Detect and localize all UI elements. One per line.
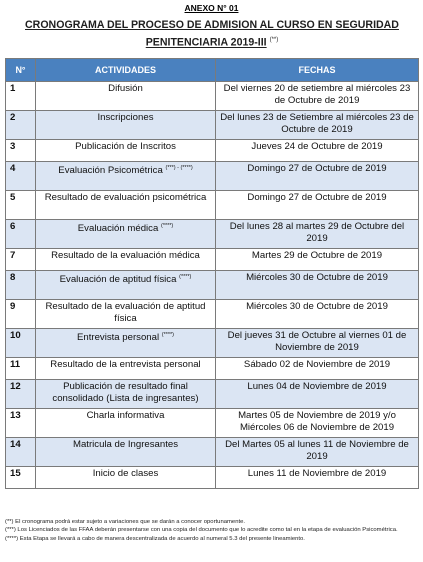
table-row <box>6 140 419 162</box>
row-activity-cell <box>36 438 216 467</box>
table-row <box>6 220 419 249</box>
row-activity-cell <box>36 409 216 438</box>
table-header-row <box>6 59 419 82</box>
row-activity: Charla informativa <box>86 410 165 421</box>
row-number: 7 <box>6 249 36 271</box>
table-row <box>6 300 419 329</box>
table-row <box>6 249 419 271</box>
row-activity: Publicación de Inscritos <box>75 141 176 152</box>
row-number: 8 <box>6 271 36 300</box>
row-number: 14 <box>6 438 36 467</box>
footnotes <box>5 518 418 543</box>
title-line-1: CRONOGRAMA DEL PROCESO DE ADMISION AL CURSO EN SEGURIDAD <box>25 19 399 31</box>
row-activity: Difusión <box>108 83 143 94</box>
table-row <box>6 271 419 300</box>
row-activity: Evaluación médica <box>77 223 159 235</box>
row-activity: Evaluación de aptitud física <box>59 274 177 286</box>
table-row <box>6 329 419 358</box>
footnote: (**) El cronograma podrá estar sujeto a variaciones que se darán a conocer oportunamente. <box>5 519 246 525</box>
row-number: 6 <box>6 220 36 249</box>
row-number: 15 <box>6 467 36 489</box>
row-activity: Resultado de la evaluación de aptitud física <box>45 301 206 324</box>
row-activity-note: (****) <box>161 332 175 338</box>
row-date: Lunes 11 de Noviembre de 2019 <box>216 467 419 489</box>
row-number: 10 <box>6 329 36 358</box>
row-date: Martes 05 de Noviembre de 2019 y/o Miércoles 06 de Noviembre de 2019 <box>216 409 419 438</box>
row-date: Del viernes 20 de setiembre al miércoles 23 de Octubre de 2019 <box>216 82 419 111</box>
document-title <box>12 18 412 51</box>
row-number: 12 <box>6 380 36 409</box>
row-activity: Entrevista personal <box>76 332 160 344</box>
row-activity-cell <box>36 300 216 329</box>
table-row <box>6 191 419 220</box>
row-number: 11 <box>6 358 36 380</box>
row-activity-cell <box>36 271 216 300</box>
row-number: 3 <box>6 140 36 162</box>
column-header-number: N° <box>6 59 36 82</box>
row-date: Del lunes 28 al martes 29 de Octubre del 2019 <box>216 220 419 249</box>
column-header-dates: FECHAS <box>216 59 419 82</box>
schedule-table <box>5 58 419 489</box>
row-activity: Matricula de Ingresantes <box>72 439 179 450</box>
row-date: Lunes 04 de Noviembre de 2019 <box>216 380 419 409</box>
row-date: Del Martes 05 al lunes 11 de Noviembre de 2019 <box>216 438 419 467</box>
footnote: (****) Esta Etapa se llevará a cabo de manera descentralizada de acuerdo al numeral 5.3 del presente lineamiento. <box>5 535 305 542</box>
table-row <box>6 111 419 140</box>
row-activity: Resultado de la entrevista personal <box>50 359 201 370</box>
row-activity-cell <box>36 249 216 271</box>
row-number: 4 <box>6 162 36 191</box>
row-activity-note: (****) <box>179 274 192 280</box>
row-activity-cell <box>36 191 216 220</box>
table-row <box>6 380 419 409</box>
table-row <box>6 409 419 438</box>
row-date: Miércoles 30 de Octubre de 2019 <box>216 300 419 329</box>
row-number: 2 <box>6 111 36 140</box>
row-activity-cell <box>36 111 216 140</box>
row-activity: Publicación de resultado final consolidado (Lista de ingresantes) <box>52 381 199 404</box>
row-date: Domingo 27 de Octubre de 2019 <box>216 162 419 191</box>
row-number: 9 <box>6 300 36 329</box>
annex-label: ANEXO N° 01 <box>184 3 239 13</box>
footnote: (***) Los Licenciados de las FFAA deberán presentarse con una copia del documento que lo acredite como tal en la etapa de evaluación Psicométrica. <box>5 527 398 534</box>
row-activity: Resultado de la evaluación médica <box>51 250 200 261</box>
table-row <box>6 162 419 191</box>
row-activity-note: (****) <box>160 223 174 229</box>
row-activity: Inicio de clases <box>92 468 159 479</box>
row-activity-cell <box>36 220 216 249</box>
table-row <box>6 438 419 467</box>
row-activity-note: (***) - (****) <box>165 165 193 171</box>
table-row <box>6 82 419 111</box>
row-activity: Evaluación Psicométrica <box>58 165 163 177</box>
row-activity-cell <box>36 467 216 489</box>
row-date: Sábado 02 de Noviembre de 2019 <box>216 358 419 380</box>
row-activity-cell <box>36 140 216 162</box>
title-note: (**) <box>269 37 279 43</box>
row-date: Domingo 27 de Octubre de 2019 <box>216 191 419 220</box>
row-date: Martes 29 de Octubre de 2019 <box>216 249 419 271</box>
table-row <box>6 467 419 489</box>
row-number: 5 <box>6 191 36 220</box>
row-activity-cell <box>36 82 216 111</box>
table-row <box>6 358 419 380</box>
row-activity-cell <box>36 358 216 380</box>
row-activity-cell <box>36 162 216 191</box>
row-number: 13 <box>6 409 36 438</box>
row-number: 1 <box>6 82 36 111</box>
row-activity: Resultado de evaluación psicométrica <box>44 192 207 203</box>
row-date: Jueves 24 de Octubre de 2019 <box>216 140 419 162</box>
title-line-2: PENITENCIARIA 2019-III <box>145 36 267 49</box>
row-activity: Inscripciones <box>97 112 154 123</box>
row-activity-cell <box>36 380 216 409</box>
row-date: Del lunes 23 de Setiembre al miércoles 23 de Octubre de 2019 <box>216 111 419 140</box>
row-date: Del jueves 31 de Octubre al viernes 01 de Noviembre de 2019 <box>216 329 419 358</box>
column-header-activities: ACTIVIDADES <box>36 59 216 82</box>
row-date: Miércoles 30 de Octubre de 2019 <box>216 271 419 300</box>
row-activity-cell <box>36 329 216 358</box>
